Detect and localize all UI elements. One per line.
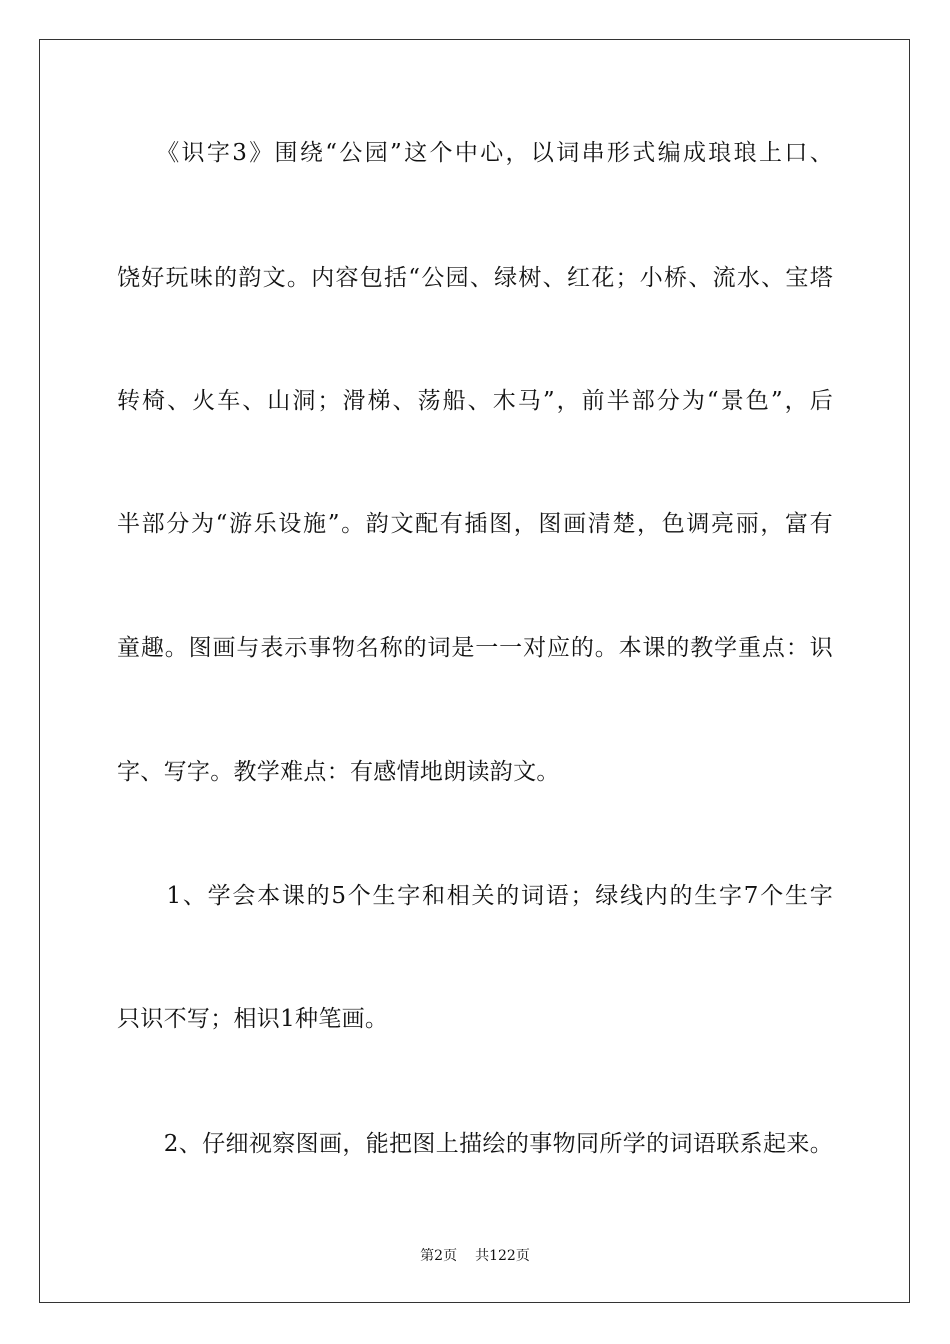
paragraph-line-1: 《识字3》围绕“公园”这个中心，以词串形式编成琅琅上口、 (117, 140, 833, 166)
list-item-line-3: 2、仔细视察图画，能把图上描绘的事物同所学的词语联系起来。 (117, 1131, 833, 1157)
paragraph-line-5: 童趣。图画与表示事物名称的词是一一对应的。本课的教学重点：识 (117, 635, 833, 661)
list-item-line-1: 1、学会本课的5个生字和相关的词语；绿线内的生字7个生字 (117, 883, 833, 909)
page-number: 第2页 (420, 1248, 458, 1264)
paragraph-line-6: 字、写字。教学难点：有感情地朗读韵文。 (117, 759, 560, 785)
paragraph-line-3: 转椅、火车、山洞；滑梯、荡船、木马”，前半部分为“景色”，后 (117, 388, 833, 414)
paragraph-line-4: 半部分为“游乐设施”。韵文配有插图，图画清楚，色调亮丽，富有 (117, 511, 833, 537)
page-footer (0, 1246, 950, 1266)
page-border (39, 39, 910, 1303)
list-item-line-2: 只识不写；相识1种笔画。 (117, 1006, 389, 1032)
page-total: 共122页 (475, 1248, 530, 1264)
paragraph-line-2: 饶好玩味的韵文。内容包括“公园、绿树、红花；小桥、流水、宝塔 (117, 265, 833, 291)
